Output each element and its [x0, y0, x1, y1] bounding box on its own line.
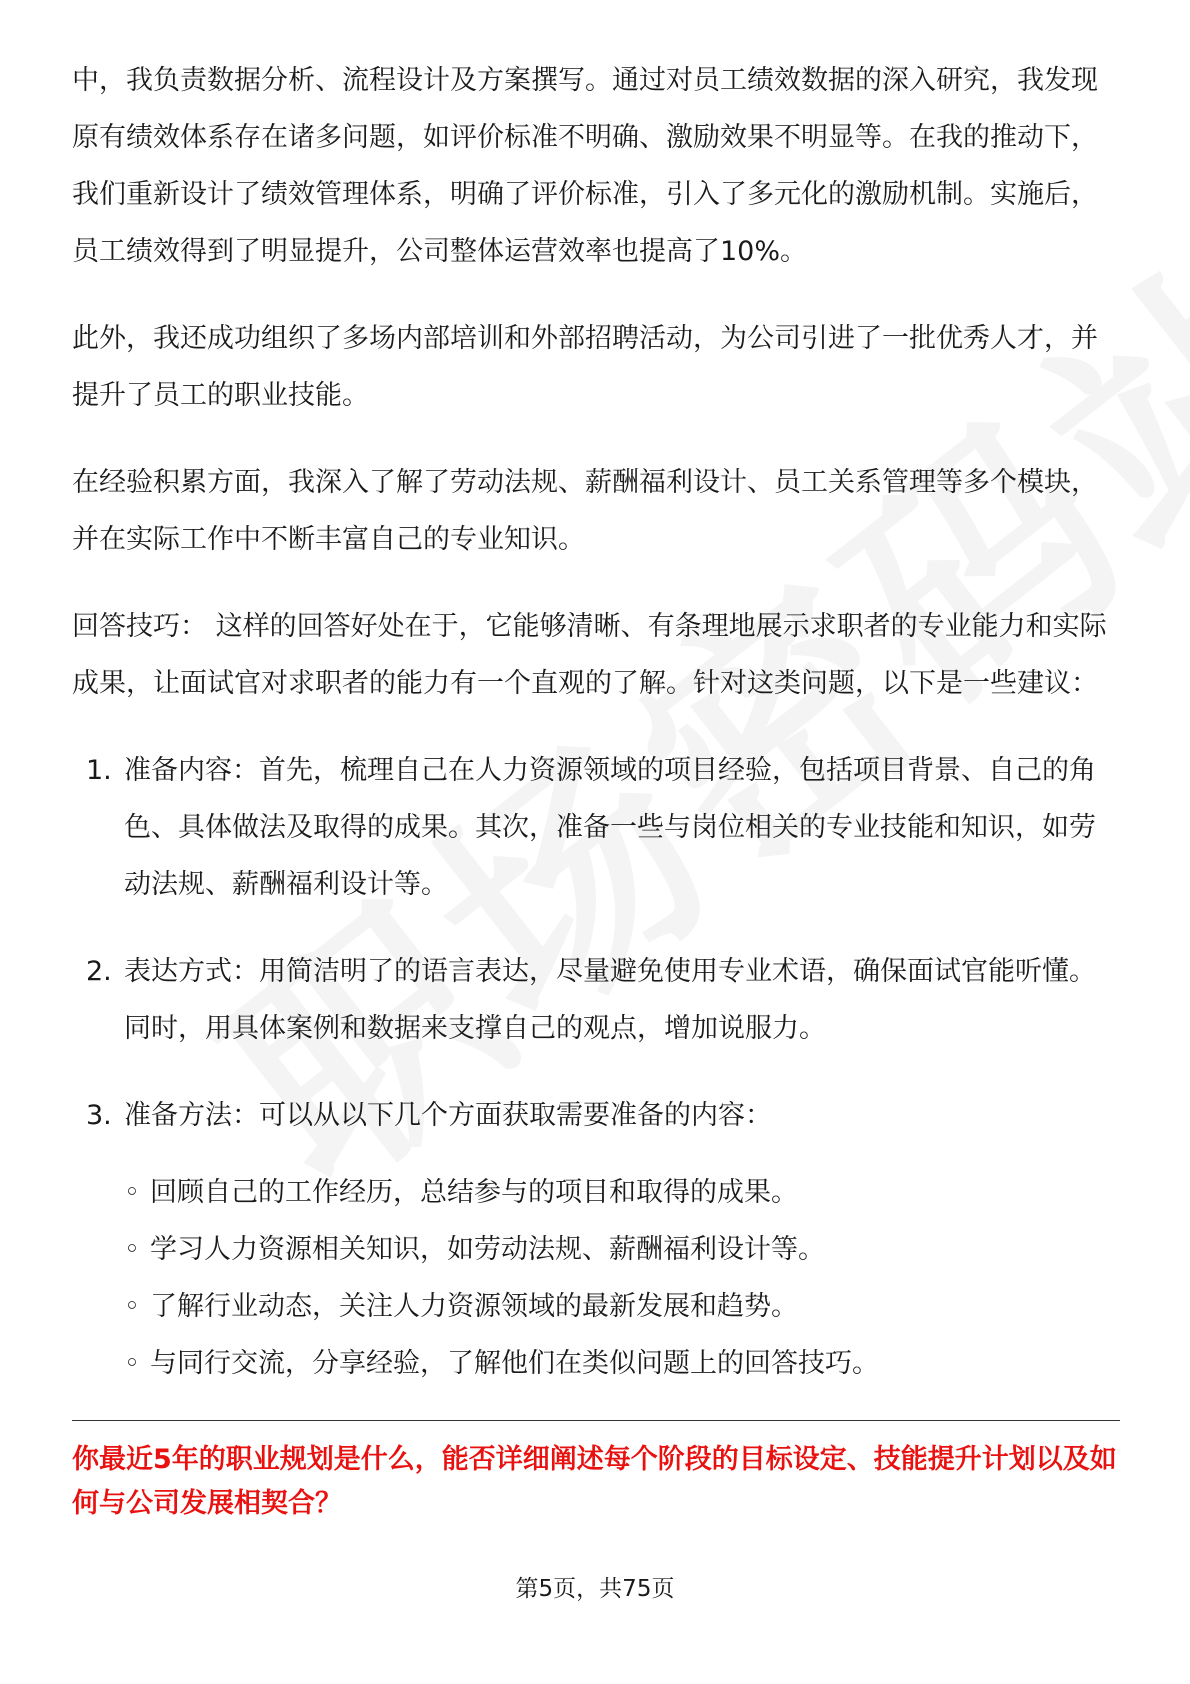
- tip-text: 准备内容：首先，梳理自己在人力资源领域的项目经验，包括项目背景、自己的角色、具体做法及取得的成果。其次，准备一些与岗位相关的专业技能和知识，如劳动法规、薪酬福利设计等。: [124, 755, 1096, 900]
- bullet-icon: ◦: [124, 1291, 140, 1322]
- bullet-icon: ◦: [124, 1348, 140, 1379]
- list-number: 2.: [86, 956, 112, 987]
- document-body: [72, 52, 1122, 1422]
- paragraph-experience: 中，我负责数据分析、流程设计及方案撰写。通过对员工绩效数据的深入研究，我发现原有绩效体系存在诸多问题，如评价标准不明确、激励效果不明显等。在我的推动下，我们重新设计了绩效管理体系，明确了评价标准，引入了多元化的激励机制。实施后，员工绩效得到了明显提升，公司整体运营效率也提高了10%。: [72, 65, 1098, 267]
- tips-list: [72, 742, 1122, 1392]
- list-item: [124, 1221, 1122, 1278]
- bullet-icon: ◦: [124, 1177, 140, 1208]
- tip-text: 表达方式：用简洁明了的语言表达，尽量避免使用专业术语，确保面试官能听懂。同时，用具体案例和数据来支撑自己的观点，增加说服力。: [124, 956, 1096, 1044]
- tip-text: 准备方法：可以从以下几个方面获取需要准备的内容：: [124, 1100, 772, 1131]
- tip-item-prepare-content: [72, 742, 1122, 913]
- next-question-heading: 你最近5年的职业规划是什么，能否详细阐述每个阶段的目标设定、技能提升计划以及如何与公司发展相契合？: [72, 1444, 1117, 1519]
- list-item: [124, 1278, 1122, 1335]
- sub-item-text: 回顾自己的工作经历，总结参与的项目和取得的成果。: [150, 1177, 798, 1208]
- section-divider: [72, 1420, 1120, 1421]
- list-number: 1.: [86, 755, 112, 786]
- paragraph-answer-tips: 回答技巧： 这样的回答好处在于，它能够清晰、有条理地展示求职者的专业能力和实际成果，让面试官对求职者的能力有一个直观的了解。针对这类问题，以下是一些建议：: [72, 611, 1107, 699]
- sub-item-text: 与同行交流，分享经验，了解他们在类似问题上的回答技巧。: [150, 1348, 879, 1379]
- bullet-icon: ◦: [124, 1234, 140, 1265]
- paragraph-training: 此外，我还成功组织了多场内部培训和外部招聘活动，为公司引进了一批优秀人才，并提升了员工的职业技能。: [72, 323, 1098, 411]
- list-item: [124, 1164, 1122, 1221]
- page-number: 第5页，共75页: [515, 1576, 675, 1602]
- sub-list: [124, 1164, 1122, 1392]
- sub-item-text: 了解行业动态，关注人力资源领域的最新发展和趋势。: [150, 1291, 798, 1322]
- sub-item-text: 学习人力资源相关知识，如劳动法规、薪酬福利设计等。: [150, 1234, 825, 1265]
- paragraph-knowledge: 在经验积累方面，我深入了解了劳动法规、薪酬福利设计、员工关系管理等多个模块，并在实际工作中不断丰富自己的专业知识。: [72, 467, 1098, 555]
- tip-item-prepare-method: [72, 1087, 1122, 1392]
- tip-item-expression: [72, 943, 1122, 1057]
- list-item: [124, 1335, 1122, 1392]
- list-number: 3.: [86, 1100, 112, 1131]
